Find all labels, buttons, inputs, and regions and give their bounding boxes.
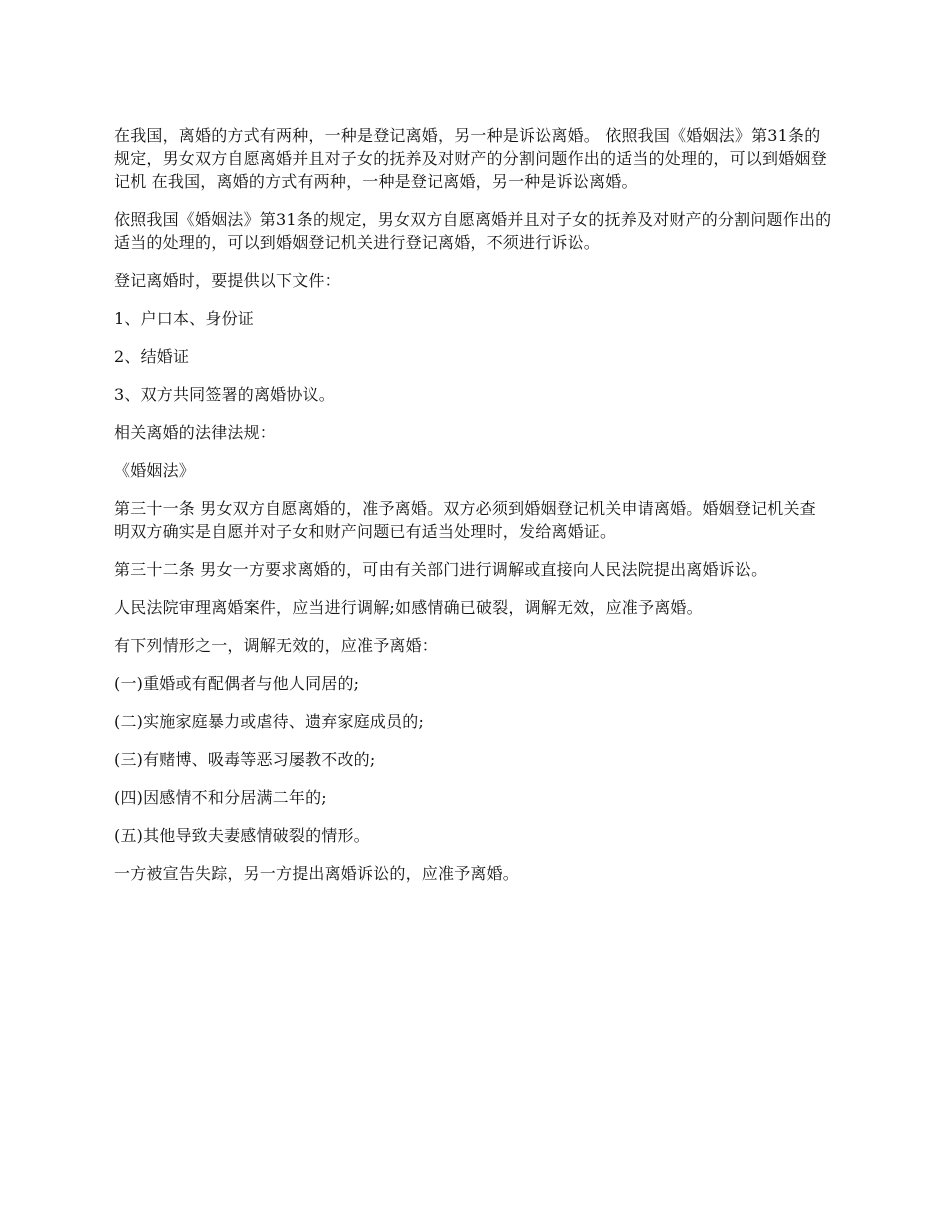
document-body [114, 124, 832, 900]
list-item-condition-2: (二)实施家庭暴力或虐待、遗弃家庭成员的; [114, 712, 425, 731]
paragraph-laws-heading: 相关离婚的法律法规： [114, 423, 277, 442]
paragraph-intro: 在我国，离婚的方式有两种，一种是登记离婚，另一种是诉讼离婚。 依照我国《婚姻法》第31条的规定，男女双方自愿离婚并且对子女的抚养及对财产的分割问题作出的适当的处理的，可以到婚姻登记机 在我国，离婚的方式有两种，一种是登记离婚，另一种是诉讼离婚。 [114, 126, 827, 191]
list-item-document-1: 1、户口本、身份证 [114, 309, 254, 328]
paragraph-conditions-heading: 有下列情形之一，调解无效的，应准予离婚： [114, 636, 439, 655]
paragraph-documents-heading: 登记离婚时，要提供以下文件： [114, 271, 341, 290]
paragraph-article-31: 第三十一条 男女双方自愿离婚的，准予离婚。双方必须到婚姻登记机关申请离婚。婚姻登记机关查明双方确实是自愿并对子女和财产问题已有适当处理时，发给离婚证。 [114, 499, 816, 541]
list-item-document-3: 3、双方共同签署的离婚协议。 [114, 385, 335, 404]
paragraph-article-32: 第三十二条 男女一方要求离婚的，可由有关部门进行调解或直接向人民法院提出离婚诉讼。 [114, 560, 768, 579]
paragraph-missing-person: 一方被宣告失踪，另一方提出离婚诉讼的，应准予离婚。 [114, 864, 520, 883]
paragraph-law-title: 《婚姻法》 [114, 461, 196, 480]
list-item-condition-5: (五)其他导致夫妻感情破裂的情形。 [114, 826, 370, 845]
paragraph-registration-rule: 依照我国《婚姻法》第31条的规定，男女双方自愿离婚并且对子女的抚养及对财产的分割问题作出的适当的处理的，可以到婚姻登记机关进行登记离婚，不须进行诉讼。 [114, 210, 832, 252]
list-item-condition-3: (三)有赌博、吸毒等恶习屡教不改的; [114, 750, 376, 769]
paragraph-court-mediation: 人民法院审理离婚案件，应当进行调解;如感情确已破裂，调解无效，应准予离婚。 [114, 598, 703, 617]
list-item-condition-1: (一)重婚或有配偶者与他人同居的; [114, 674, 360, 693]
list-item-document-2: 2、结婚证 [114, 347, 190, 366]
list-item-condition-4: (四)因感情不和分居满二年的; [114, 788, 327, 807]
